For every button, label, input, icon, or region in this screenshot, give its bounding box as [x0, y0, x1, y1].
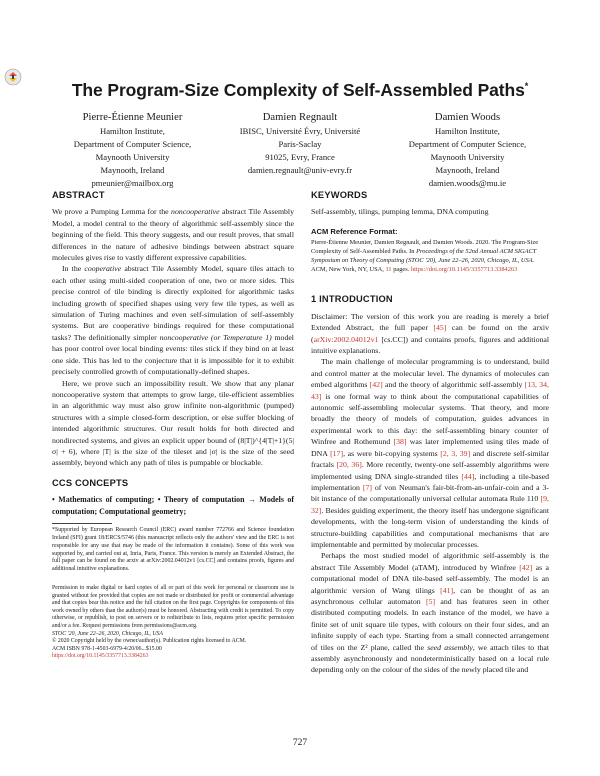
author-affiliation-line: Maynooth University: [430, 152, 505, 162]
keywords-text: Self-assembly, tilings, pumping lemma, DNA computing: [311, 207, 489, 217]
intro-paragraph: Perhaps the most studied model of algorithmic self-assembly is the abstract Tile Assembly Model (aTAM), introduced by Winfree [42] as a computational model of DNA tile-based self-assembly. The model is an algorithmic version of Wang tilings [41], can be thought of as an asynchronous cellular automaton [5] and has features seen in other distributed computing models. In each instance of the model, we have a finite set of unit square tile types, with colours on their four sides, and an infinite supply of each type. Starting from a small connected arrangement of tiles on the Z² plane, called the seed assembly, we attach tiles to that assembly asynchronously and nondeterministically based on a local rule depending only on the colour of the sides of the newly placed tile and: [311, 551, 550, 675]
author-1: [50, 110, 215, 190]
author-email: damien.regnault@univ-evry.fr: [247, 165, 353, 175]
citation-link[interactable]: [17]: [330, 448, 344, 458]
citation-link[interactable]: [42]: [369, 380, 383, 390]
acm-doi-link[interactable]: https://doi.org/10.1145/3357713.3384263: [410, 265, 518, 273]
citation-link[interactable]: [38]: [393, 437, 407, 447]
isbn: ACM ISBN 978-1-4503-6979-4/20/06...$15.00: [52, 645, 162, 652]
author-affiliation-line: Maynooth University: [95, 152, 170, 162]
intro-paragraph: The main challenge of molecular programming is to understand, build and control matter at the molecular level. The dynamics of molecules can embed algorithms [42] and the theory of algorithmic self-assembly [13, 34, 43] is one formal way to think about the computational capabilities of autonomic self-assembling molecular systems. That theory, and more broadly the theory of models of computation, guides advances in experimental work to this day: the self-assembling binary counter of Winfree and Rothemund [38] was later implemented using tiles made of DNA [17], as were bit-copying systems [2, 3, 39] and discrete self-similar fractals [20, 36]. More recently, twenty-one self-assembly algorithms were implemented using DNA single-stranded tiles [44], including a tile-based implementation [7] of von Neuman's fair-bit-from-an-unfair-coin and a 3-bit instance of the computationally universal cellular automata Rule 110 [9, 32]. Besides guiding experiment, the theory itself has undergone significant developments, with the long-term vision of understanding the kinds of structure-building capabilities and computational mechanisms that are implementable and permitted by molecular processes.: [311, 357, 550, 549]
author-3: [385, 110, 550, 190]
author-affiliation-line: IBISC, Université Évry, Université: [239, 126, 361, 136]
citation-link[interactable]: [45]: [433, 323, 447, 333]
arxiv-link[interactable]: arXiv:2002.04012v1: [313, 334, 379, 344]
abstract-paragraph: Here, we prove such an impossibility result. We show that any planar noncooperative system that attempts to grow large, tile-efficient assemblies in an algorithmic way must also grow infinite non-algorithmic (pumped) structures with a simple closed-form description, or else suffer blocking of intended algorithmic structures. Our result holds for both directed and nondirected systems, and gives an explicit upper bound of (8|T|)^{4|T|+1}(5|σ| + 6), where |T| is the size of the tileset and |σ| is the size of the seed assembly, beyond which any path of tiles is pumpable or blockable.: [52, 378, 294, 468]
author-affiliation-line: Hamilton Institute,: [100, 126, 165, 136]
doi-link[interactable]: https://doi.org/10.1145/3357713.3384263: [52, 653, 149, 660]
citation-link[interactable]: [13, 34, 43]: [311, 380, 550, 401]
author-block: [50, 110, 550, 190]
pages-link[interactable]: 11: [385, 265, 392, 273]
citation-link[interactable]: [41]: [440, 585, 454, 595]
acm-reference-text: Pierre-Étienne Meunier, Damien Regnault, and Damien Woods. 2020. The Program-Size Complexity of Self-Assembled Paths. In Proceedings of the 52nd Annual ACM SIGACT Symposium on Theory of Computing (STOC '20), June 22–26, 2020, Chicago, IL, USA. ACM, New York, NY, USA, 11 pages. https://doi.org/10.1145/3357713.3384263: [311, 239, 539, 273]
author-name: Damien Regnault: [262, 112, 338, 123]
acm-reference-heading: ACM Reference Format:: [311, 226, 398, 236]
author-affiliation-line: 91025, Evry, France: [265, 152, 335, 162]
footnote-rule: [52, 523, 112, 524]
citation-link[interactable]: [5]: [426, 596, 436, 606]
footnote: *Supported by European Research Council (ERC) award number 772766 and Science foundation Ireland (SFI) grant 18/ERCS/5746 (this manuscript reflects only the authors' view and the ERC is not responsible for any use that may be made of the information it contains). Some of this work was supported by, and carried out at, Inria, Paris, France. This version is merely an Extended Abstract, the full paper can be found on the arxiv at arXiv:2002.04012v1 [cs.CC] and contains proofs, figures and additional intuitive explanations.: [52, 527, 294, 573]
citation-link[interactable]: [20, 36]: [336, 460, 362, 470]
right-column: [311, 190, 549, 676]
keywords-heading: KEYWORDS: [311, 190, 368, 200]
abstract-paragraph: In the cooperative abstract Tile Assembly Model, square tiles attach to each other using multi-sided cooperation of one, two or more sides. This precise control of tile binding is directly exploited for algorithmic tasks including growth of specified shapes using very few tile types, as well as simulation of Turing machines and even self-simulation of self-assembly systems. But are cooperative bindings required for these computational tasks? The definitionally simpler noncooperative (or Temperature 1) model has poor control over local binding events: tiles stick if they bind on at least one side. This has led to the conjecture that it is impossible for it to exhibit precisely controlled growth of computationally-defined shapes.: [52, 264, 294, 377]
author-name: Damien Woods: [434, 112, 501, 123]
copyright: © 2020 Copyright held by the owner/author(s). Publication rights licensed to ACM.: [52, 638, 247, 645]
citation-link[interactable]: [2, 3, 39]: [440, 448, 471, 458]
author-affiliation-line: Maynooth, Ireland: [435, 165, 500, 175]
citation-link[interactable]: [9, 32]: [311, 494, 549, 515]
author-2: [218, 110, 383, 190]
author-name: Pierre-Étienne Meunier: [82, 112, 183, 123]
abstract-paragraph: We prove a Pumping Lemma for the noncooperative abstract Tile Assembly Model, a model central to the theory of algorithmic self-assembly since the beginning of the field. This theory suggests, and our result proves, that small differences in the nature of adhesive bindings between abstract square molecules gives rise to vastly different expressive capabilities.: [52, 207, 294, 263]
author-email: damien.woods@mu.ie: [428, 178, 507, 188]
venue: STOC '20, June 22–26, 2020, Chicago, IL, USA: [52, 630, 163, 637]
author-affiliation-line: Paris-Saclay: [278, 139, 322, 149]
abstract-heading: ABSTRACT: [52, 190, 105, 200]
left-column: [52, 190, 294, 661]
permission-block: [52, 585, 294, 661]
author-affiliation-line: Hamilton Institute,: [435, 126, 500, 136]
paper-title: The Program-Size Complexity of Self-Assembled Paths*: [71, 80, 529, 100]
author-affiliation-line: Maynooth, Ireland: [100, 165, 165, 175]
title-footnote-mark: *: [524, 81, 529, 92]
author-affiliation-line: Department of Computer Science,: [408, 139, 527, 149]
citation-link[interactable]: [42]: [519, 562, 533, 572]
intro-paragraph: Disclaimer: The version of this work you are reading is merely a brief Extended Abstract, the full paper [45] can be found on the arxiv (arXiv:2002.04012v1 [cs.CC]) and contains proofs, figures and additional intuitive explanations.: [311, 311, 549, 356]
author-affiliation-line: Department of Computer Science,: [73, 139, 192, 149]
ccs-heading: CCS CONCEPTS: [52, 477, 129, 488]
author-email: pmeunier@mailbox.org: [91, 178, 174, 188]
permission-text: Permission to make digital or hard copies of all or part of this work for personal or classroom use is granted without fee provided that copies are not made or distributed for profit or commercial advantage and that copies bear this notice and the full citation on the first page. Copyrights for components of this work owned by others than the author(s) must be honored. Abstracting with credit is permitted. To copy otherwise, or republish, to post on servers or to redistribute to lists, requires prior specific permission and/or a fee. Request permissions from permissions@acm.org.: [52, 584, 294, 629]
introduction-heading: 1 INTRODUCTION: [311, 294, 393, 305]
page-number: 727: [292, 738, 308, 748]
citation-link[interactable]: [7]: [362, 482, 372, 492]
citation-link[interactable]: [44]: [461, 471, 475, 481]
ccs-concepts: • Mathematics of computing; • Theory of computation → Models of computation; Computational geometry;: [52, 495, 294, 516]
